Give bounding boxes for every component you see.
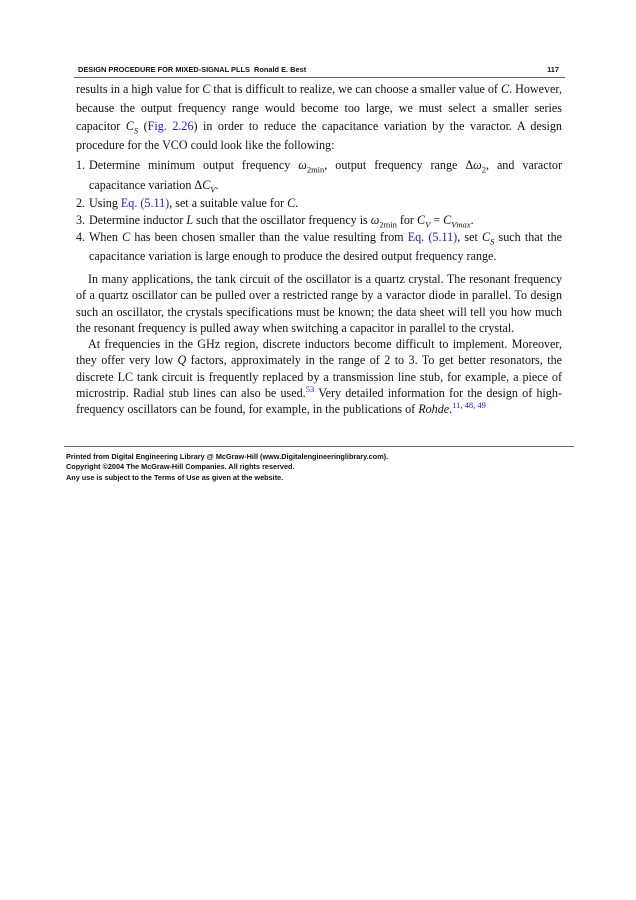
eq-5-11-link[interactable]: Eq. (5.11) (407, 229, 458, 244)
list-item: 4. When C has been chosen smaller than the value resulting from Eq. (5.11), set $C_S$ such that the capacitance variation is large enough to produce the desired output frequency range. (76, 229, 562, 264)
design-procedure-list (76, 156, 562, 267)
list-item: 2. Using Eq. (5.11), set a suitable value for C. (76, 196, 299, 211)
footer-line: Copyright ©2004 The McGraw-Hill Companies. All rights reserved. (66, 462, 295, 472)
running-header (78, 65, 561, 77)
footer-line: Printed from Digital Engineering Library @ McGraw-Hill (www.Digitalengineeringlibrary.com). (66, 452, 389, 461)
copyright-footer (66, 452, 566, 483)
footer-rule (64, 446, 574, 447)
list-item: 3. Determine inductor L such that the oscillator frequency is $\omega_{2min}$ for $C_V = C_{Vmax}$. (76, 212, 474, 230)
author-name: Ronald E. Best (254, 65, 307, 74)
reference-53-link[interactable]: 53 (305, 384, 315, 395)
list-item: 1. Determine minimum output frequency $\omega_{2min}$, output frequency range $\Delta\omega_2$, and varactor capacitance variation $\Delta C_V$. (76, 158, 562, 195)
running-title: DESIGN PROCEDURE FOR MIXED-SIGNAL PLLS Ronald E. Best (78, 65, 307, 74)
references-link[interactable]: 11, 48, 49 (452, 400, 486, 411)
header-rule (74, 77, 565, 78)
page-number: 117 (547, 65, 559, 74)
footer-line: Any use is subject to the Terms of Use as given at the website. (66, 472, 284, 482)
paragraph-1: results in a high value for C that is difficult to realize, we can choose a smaller value of C. However, because the output frequency range would become too large, we must select a smaller series capacitor $C_S$ (Fig. 2.26) in order to reduce the capacitance variation by the varactor. A design procedure for the VCO could look like the following: (76, 82, 562, 152)
eq-5-11-link[interactable]: Eq. (5.11) (120, 196, 170, 211)
paragraph-2: In many applications, the tank circuit of the oscillator is a quartz crystal. The resonant frequency of a quartz oscillator can be pulled over a restricted range by a varactor diode in parallel. To design such an oscillator, the crystals specifications must be known; the data sheet will tell you how much the resonant frequency is pulled away when switching a capacitor in parallel to the crystal. (76, 271, 562, 335)
fig-2-26-link[interactable]: Fig. 2.26 (147, 119, 194, 134)
paragraph-3: At frequencies in the GHz region, discrete inductors become difficult to implement. Moreover, they offer very low Q factors, approximately in the range of 2 to 3. To get better resonators, the discrete LC tank circuit is frequently replaced by a transmission line stub, for example, a piece of microstrip. Radial stub lines can also be used.$^{53}$ Very detailed information for the design of high-frequency oscillators can be found, for example, in the publications of Rohde.$^{11, 48, 49}$ (76, 337, 563, 417)
page-body (76, 80, 562, 418)
